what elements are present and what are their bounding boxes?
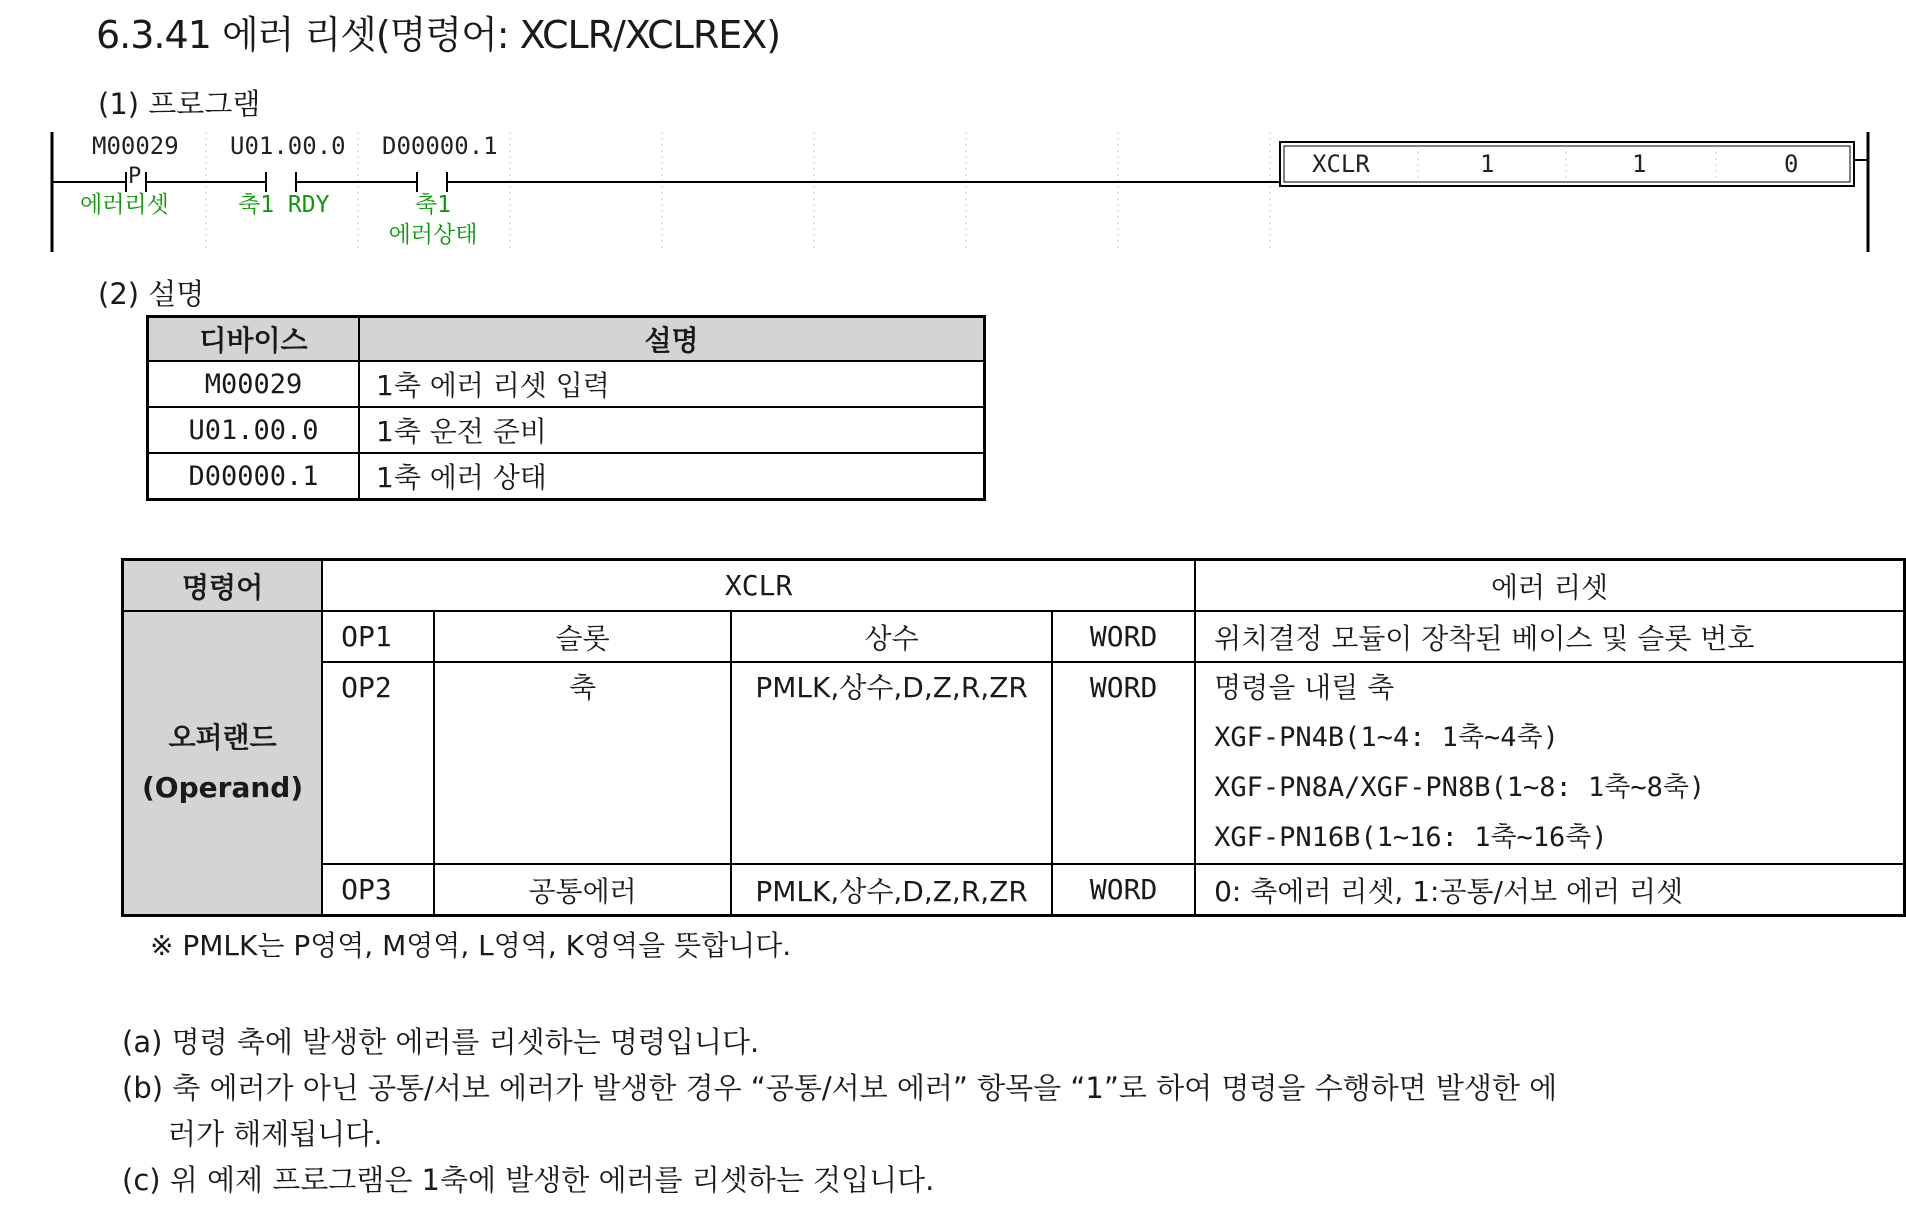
paragraph-a: (a) 명령 축에 발생한 에러를 리셋하는 명령입니다. [122,1025,760,1059]
contact-2-comment: 축1 RDY [238,192,330,218]
description-cell: 1축 에러 리셋 입력 [359,361,985,407]
contact-1-comment: 에러리셋 [80,192,169,218]
contact-1-device: M00029 [92,132,179,160]
operand-name: 축 [434,662,731,864]
operand-description [1195,662,1904,864]
device-table [146,315,986,501]
ladder-diagram [0,120,1906,260]
device-table-header [148,317,985,362]
table-row [148,453,985,500]
table-row [148,361,985,407]
operand-id: OP2 [322,662,434,864]
operand-label-korean: 오퍼랜드 [168,721,277,754]
operand-id: OP3 [322,864,434,916]
command-name: XCLR [322,560,1195,612]
device-cell: U01.00.0 [148,407,360,453]
description-column-header: 설명 [359,317,985,362]
operand-type: WORD [1052,611,1195,662]
paragraph-c: (c) 위 예제 프로그램은 1축에 발생한 에러를 리셋하는 것입니다. [122,1163,935,1197]
paragraph-b-line1: (b) 축 에러가 아닌 공통/서보 에러가 발생한 경우 “공통/서보 에러” 항목을 “1”로 하여 명령을 수행하면 발생한 에 [122,1071,1558,1105]
operand-range: PMLK,상수,D,Z,R,ZR [731,662,1052,864]
operand-desc-line: XGF-PN16B(1~16: 1축~16축) [1214,822,1608,853]
operand-label-english: (Operand) [142,771,304,804]
pmlk-note: ※ PMLK는 P영역, M영역, L영역, K영역을 뜻합니다. [150,929,792,962]
program-subheading: (1) 프로그램 [98,87,261,121]
command-label: 명령어 [123,560,323,612]
contact-3-comment-line2: 에러상태 [388,222,478,248]
contact-3-comment [380,190,486,250]
description-cell: 1축 에러 상태 [359,453,985,500]
operand-row [123,611,1905,662]
paragraph-b-line2: 러가 해제됩니다. [168,1117,383,1151]
operand-range: 상수 [731,611,1052,662]
operand-type: WORD [1052,662,1195,864]
section-title: 6.3.41 에러 리셋(명령어: XCLR/XCLREX) [96,13,781,57]
device-cell: M00029 [148,361,360,407]
function-block-op2: 1 [1632,150,1647,178]
function-block-op1: 1 [1480,150,1495,178]
instruction-table [121,558,1906,917]
operand-id: OP1 [322,611,434,662]
device-column-header: 디바이스 [148,317,360,362]
operand-desc-line: XGF-PN8A/XGF-PN8B(1~8: 1축~8축) [1214,772,1706,803]
operand-name: 슬롯 [434,611,731,662]
contact-3-comment-line1: 축1 [414,192,452,218]
operand-description: 0: 축에러 리셋, 1:공통/서보 에러 리셋 [1195,864,1904,916]
operand-type: WORD [1052,864,1195,916]
pulse-contact-symbol: P [128,164,142,189]
instruction-header-row [123,560,1905,612]
command-description: 에러 리셋 [1195,560,1904,612]
operand-label [123,611,323,916]
operand-row [123,662,1905,864]
operand-row [123,864,1905,916]
operand-range: PMLK,상수,D,Z,R,ZR [731,864,1052,916]
device-cell: D00000.1 [148,453,360,500]
description-subheading: (2) 설명 [98,277,205,311]
contact-3-device: D00000.1 [382,132,498,160]
function-block-name: XCLR [1312,150,1370,178]
operand-desc-line: XGF-PN4B(1~4: 1축~4축) [1214,722,1559,753]
operand-description: 위치결정 모듈이 장착된 베이스 및 슬롯 번호 [1195,611,1904,662]
operand-name: 공통에러 [434,864,731,916]
function-block-op3: 0 [1784,150,1799,178]
description-cell: 1축 운전 준비 [359,407,985,453]
contact-2-device: U01.00.0 [230,132,346,160]
table-row [148,407,985,453]
operand-desc-line: 명령을 내릴 축 [1214,671,1395,704]
